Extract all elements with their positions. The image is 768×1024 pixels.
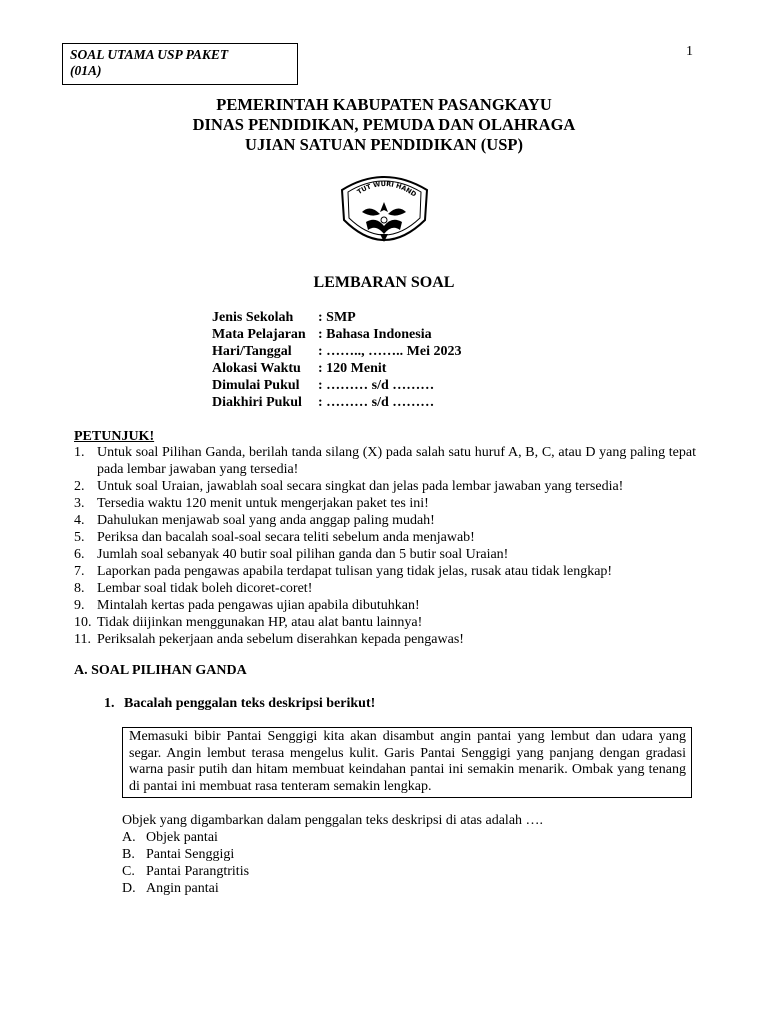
exam-info — [212, 309, 461, 411]
sheet-title: LEMBARAN SOAL — [313, 274, 455, 291]
info-row-duration: Alokasi Waktu : 120 Menit — [212, 361, 387, 376]
tut-wuri-handayani-emblem-icon — [336, 168, 433, 254]
instruction-item: 7. Laporkan pada pengawas apabila terdapat tulisan yang tidak jelas, rusak atau tidak lengkap! — [74, 564, 613, 579]
instruction-item: 9. Mintalah kertas pada pengawas ujian apabila dibutuhkan! — [74, 598, 420, 613]
section-title: A. SOAL PILIHAN GANDA — [74, 663, 247, 678]
instructions-title: PETUNJUK! — [74, 429, 155, 444]
instruction-item: 3. Tersedia waktu 120 menit untuk mengerjakan paket tes ini! — [74, 496, 429, 511]
passage-text: Memasuki bibir Pantai Senggigi kita akan disambut angin pantai yang lembut dan udara yang segar. Angin lembut terasa mengelus kulit. Garis Pantai Senggigi yang panjang dengan gradasi warna pasir putih dan hitam membuat keindahan pantai ini semakin menarik. Ombak yang tenang di pantai ini membuat rasa tenteram semakin lengkap. — [129, 729, 686, 794]
instruction-item: 4. Dahulukan menjawab soal yang anda anggap paling mudah! — [74, 513, 435, 528]
document-header — [0, 95, 768, 155]
instructions-list — [74, 444, 696, 648]
package-code-box — [62, 43, 298, 85]
emblem-motto: TUT WURI HAND — [355, 179, 418, 199]
info-row-subject: Mata Pelajaran : Bahasa Indonesia — [212, 327, 432, 342]
header-office: DINAS PENDIDIKAN, PEMUDA DAN OLAHRAGA — [192, 115, 576, 134]
option-d: D. Angin pantai — [122, 881, 219, 896]
package-code-line1: SOAL UTAMA USP PAKET — [70, 47, 229, 62]
page-number: 1 — [686, 44, 693, 59]
question-instruction: Bacalah penggalan teks deskripsi berikut! — [124, 696, 376, 711]
instruction-item: 6. Jumlah soal sebanyak 40 butir soal pilihan ganda dan 5 butir soal Uraian! — [74, 547, 509, 562]
info-row-school: Jenis Sekolah : SMP — [212, 310, 356, 325]
instruction-item: 1. Untuk soal Pilihan Ganda, berilah tanda silang (X) pada salah satu huruf A, B, C, atau D yang paling tepat pada lembar jawaban yang tersedia! — [74, 445, 696, 477]
question-number: 1. — [104, 696, 115, 711]
header-exam: UJIAN SATUAN PENDIDIKAN (USP) — [245, 135, 523, 154]
instruction-item: 8. Lembar soal tidak boleh dicoret-coret! — [74, 581, 313, 596]
instruction-item: 5. Periksa dan bacalah soal-soal secara teliti sebelum anda menjawab! — [74, 530, 475, 545]
info-row-start: Dimulai Pukul : ……… s/d ……… — [212, 378, 435, 393]
header-government: PEMERINTAH KABUPATEN PASANGKAYU — [216, 95, 552, 114]
package-code-line2: (01A) — [70, 63, 102, 78]
instruction-item: 2. Untuk soal Uraian, jawablah soal secara singkat dan jelas pada lembar jawaban yang tersedia! — [74, 479, 624, 494]
option-b: B. Pantai Senggigi — [122, 847, 235, 862]
question-1-title — [104, 696, 375, 712]
option-c: C. Pantai Parangtritis — [122, 864, 250, 879]
instruction-item: 10. Tidak diijinkan menggunakan HP, atau alat bantu lainnya! — [74, 615, 423, 630]
instruction-item: 11. Periksalah pekerjaan anda sebelum diserahkan kepada pengawas! — [74, 632, 464, 647]
answer-options — [122, 829, 249, 897]
passage-box — [122, 727, 692, 798]
question-1-prompt: Objek yang digambarkan dalam penggalan teks deskripsi di atas adalah …. — [122, 813, 544, 828]
info-row-end: Diakhiri Pukul : ……… s/d ……… — [212, 395, 435, 410]
info-row-date: Hari/Tanggal : …….., …….. Mei 2023 — [212, 344, 462, 359]
option-a: A. Objek pantai — [122, 830, 218, 845]
